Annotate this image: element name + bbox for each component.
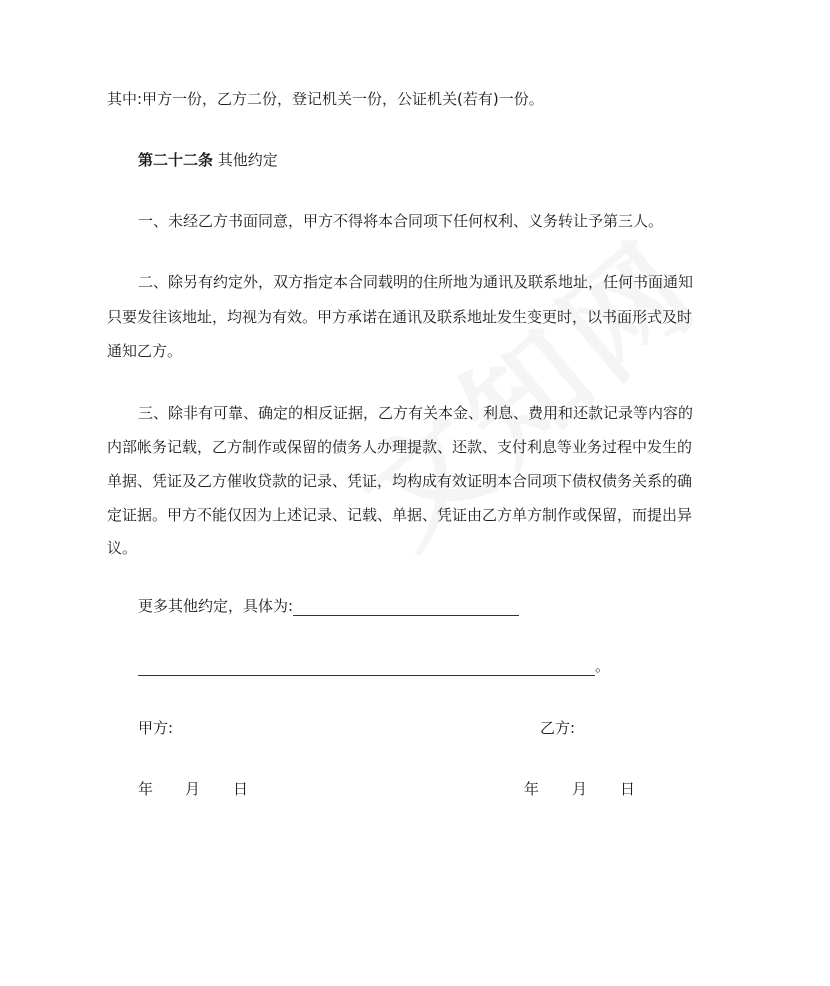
more-agreements-field[interactable]	[293, 597, 519, 616]
party-a-month: 月	[185, 780, 201, 798]
date-row	[0, 779, 830, 799]
clause-two-line-1: 二、除另有约定外，双方指定本合同载明的住所地为通讯及联系地址，任何书面通知	[138, 273, 694, 291]
party-a-day: 日	[233, 780, 249, 798]
period: 。	[595, 657, 611, 675]
more-agreements-field-2[interactable]	[138, 657, 595, 676]
party-b-label: 乙方:	[540, 719, 576, 737]
more-agreements-row-2	[138, 656, 610, 676]
copies-line: 其中:甲方一份，乙方二份，登记机关一份，公证机关(若有)一份。	[107, 90, 544, 108]
more-agreements-row	[138, 596, 519, 616]
clause-three-line-5: 议。	[107, 539, 138, 557]
party-b-month: 月	[572, 780, 588, 798]
party-a-year: 年	[138, 780, 154, 798]
article-heading	[138, 150, 278, 170]
party-a-label: 甲方:	[138, 719, 174, 737]
clause-three-line-4: 定证据。甲方不能仅因为上述记录、记载、单据、凭证由乙方单方制作或保留，而提出异	[107, 506, 693, 524]
party-b-year: 年	[524, 780, 540, 798]
article-title: 其他约定	[217, 151, 278, 169]
clause-three-line-1: 三、除非有可靠、确定的相反证据，乙方有关本金、利息、费用和还款记录等内容的	[138, 404, 694, 422]
article-number: 第二十二条	[138, 151, 214, 169]
clause-three-line-2: 内部帐务记载，乙方制作或保留的债务人办理提款、还款、支付利息等业务过程中发生的	[107, 438, 693, 456]
party-b-day: 日	[620, 780, 636, 798]
more-agreements-label: 更多其他约定，具体为:	[138, 597, 294, 615]
clause-two-line-3: 通知乙方。	[107, 342, 183, 360]
clause-two-line-2: 只要发往该地址，均视为有效。甲方承诺在通讯及联系地址发生变更时，以书面形式及时	[107, 308, 693, 326]
clause-one: 一、未经乙方书面同意，甲方不得将本合同项下任何权利、义务转让予第三人。	[138, 212, 664, 230]
clause-three-line-3: 单据、凭证及乙方催收贷款的记录、凭证，均构成有效证明本合同项下债权债务关系的确	[107, 472, 693, 490]
